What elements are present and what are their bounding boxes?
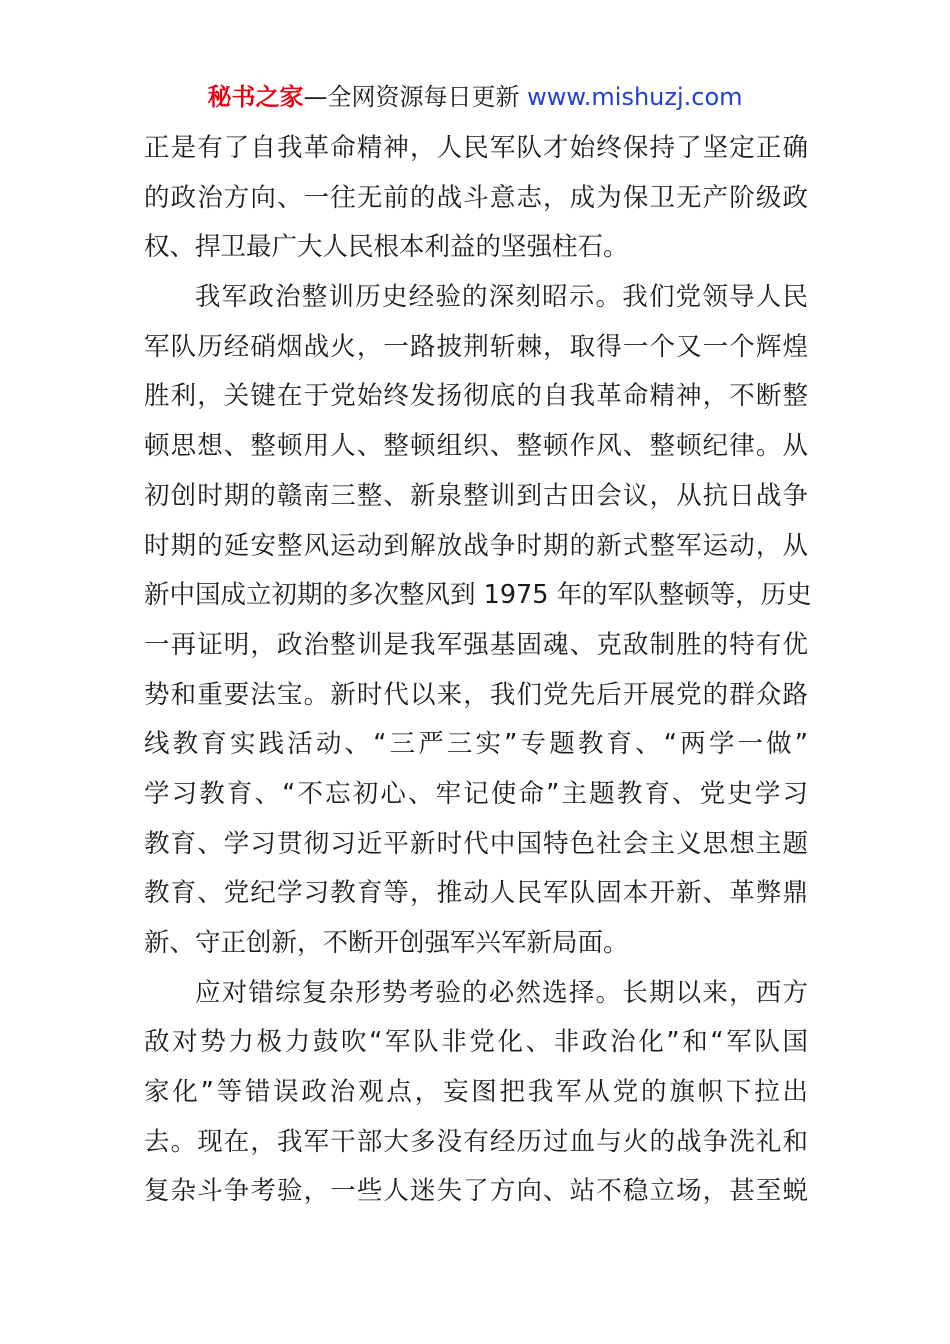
text-line: 教育、党纪学习教育等，推动人民军队固本开新、革弊鼎: [144, 878, 808, 909]
text-line: 去。现在，我军干部大多没有经历过血与火的战争洗礼和: [144, 1126, 808, 1157]
text-line: 线教育实践活动、“三严三实”专题教育、“两学一做”: [144, 729, 808, 760]
text-line: 敌对势力极力鼓吹“军队非党化、非政治化”和“军队国: [144, 1027, 808, 1058]
text-line: 复杂斗争考验，一些人迷失了方向、站不稳立场，甚至蜕: [144, 1176, 808, 1207]
site-slogan: —全网资源每日更新: [303, 83, 528, 111]
site-header: [0, 80, 950, 114]
text-line: 初创时期的赣南三整、新泉整训到古田会议，从抗日战争: [144, 480, 808, 511]
site-brand: 秘书之家: [207, 83, 304, 111]
text-line: 一再证明，政治整训是我军强基固魂、克敌制胜的特有优: [144, 629, 808, 660]
text-line: 新中国成立初期的多次整风到 1975 年的军队整顿等，历史: [144, 580, 812, 611]
text-line: 新、守正创新，不断开创强军兴军新局面。: [144, 928, 629, 958]
text-line: 应对错综复杂形势考验的必然选择。长期以来，西方: [195, 977, 808, 1008]
document-body: [144, 124, 812, 1217]
text-line: 军队历经硝烟战火，一路披荆斩棘，取得一个又一个辉煌: [144, 331, 808, 362]
paragraph-3: [144, 969, 808, 1217]
text-line: 胜利，关键在于党始终发扬彻底的自我革命精神，不断整: [144, 381, 808, 412]
text-line: 顿思想、整顿用人、整顿组织、整顿作风、整顿纪律。从: [144, 431, 808, 462]
text-line: 权、捍卫最广大人民根本利益的坚强柱石。: [144, 232, 629, 263]
paragraph-1: [144, 124, 808, 273]
text-line: 的政治方向、一往无前的战斗意志，成为保卫无产阶级政: [144, 182, 808, 213]
text-line: 势和重要法宝。新时代以来，我们党先后开展党的群众路: [144, 679, 808, 710]
text-line: 教育、学习贯彻习近平新时代中国特色社会主义思想主题: [144, 828, 808, 859]
text-line: 我军政治整训历史经验的深刻昭示。我们党领导人民: [195, 282, 808, 313]
site-url-link[interactable]: www.mishuzj.com: [527, 83, 743, 111]
text-line: 学习教育、“不忘初心、牢记使命”主题教育、党史学习: [144, 778, 808, 809]
text-line: 正是有了自我革命精神，人民军队才始终保持了坚定正确: [144, 133, 808, 163]
text-line: 时期的延安整风运动到解放战争时期的新式整军运动，从: [144, 530, 808, 561]
paragraph-2: [144, 273, 812, 969]
text-line: 家化”等错误政治观点，妄图把我军从党的旗帜下拉出: [144, 1077, 808, 1108]
